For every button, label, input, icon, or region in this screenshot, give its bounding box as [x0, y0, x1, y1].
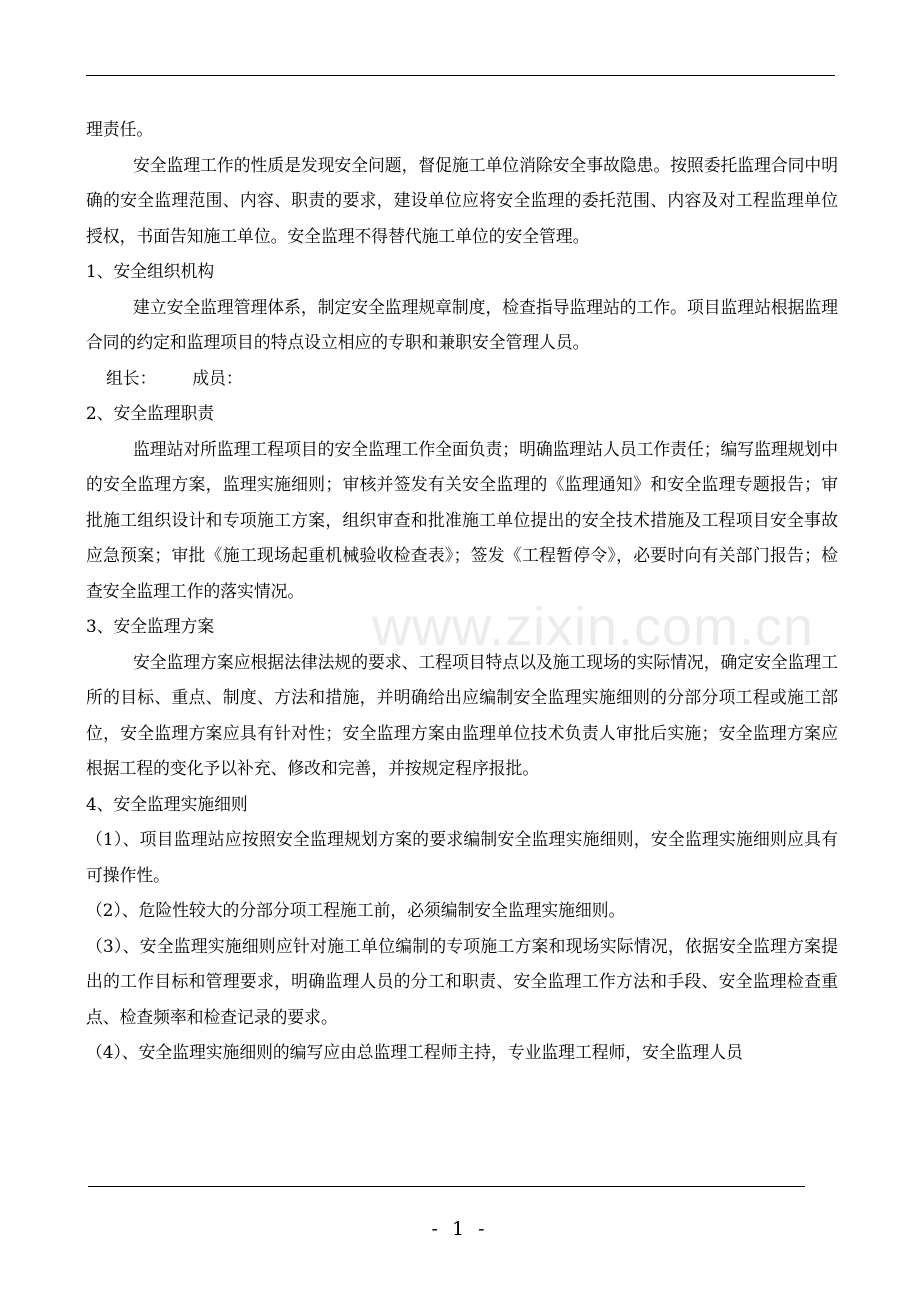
section-heading-4: 4、安全监理实施细则 — [86, 793, 248, 814]
list-item-4: （4）、安全监理实施细则的编写应由总监理工程师主持，专业监理工程师，安全监理人员 — [86, 1042, 743, 1062]
section-heading-3: 3、安全监理方案 — [86, 616, 215, 636]
list-item-2: （2）、危险性较大的分部分项工程施工前，必须编制安全监理实施细则。 — [86, 900, 626, 920]
footer-rule — [88, 1186, 805, 1187]
watermark: www.zixin.com.cn — [372, 597, 815, 657]
paragraph-continuation: 理责任。 — [86, 119, 154, 139]
paragraph-nature: 安全监理工作的性质是发现安全问题，督促施工单位消除安全事故隐患。按照委托监理合同中明确的安全监理范围、内容、职责的要求，建设单位应将安全监理的委托范围、内容及对工程监理单位授权，书面告知施工单位。安全监理不得替代施工单位的安全管理。 — [86, 154, 838, 246]
list-item-3: （3）、安全监理实施细则应针对施工单位编制的专项施工方案和现场实际情况，依据安全监理方案提出的工作目标和管理要求，明确监理人员的分工和职责、安全监理工作方法和手段、安全监理检查重点、检查频率和检查记录的要求。 — [86, 935, 838, 1027]
group-members-line — [86, 361, 838, 397]
paragraph-organization: 建立安全监理管理体系，制定安全监理规章制度，检查指导监理站的工作。项目监理站根据监理合同的约定和监理项目的特点设立相应的专职和兼职安全管理人员。 — [86, 296, 838, 352]
leader-label: 组长： — [106, 367, 157, 388]
paragraph-plan: 安全监理方案应根据法律法规的要求、工程项目特点以及施工现场的实际情况，确定安全监理工所的目标、重点、制度、方法和措施，并明确给出应编制安全监理实施细则的分部分项工程或施工部位，安全监理方案应具有针对性；安全监理方案由监理单位技术负责人审批后实施；安全监理方案应根据工程的变化予以补充、修改和完善，并按规定程序报批。 — [86, 651, 838, 778]
page-number: - 1 - — [431, 1218, 489, 1240]
member-label: 成员： — [192, 367, 243, 388]
paragraph-duties: 监理站对所监理工程项目的安全监理工作全面负责；明确监理站人员工作责任；编写监理规划中的安全监理方案，监理实施细则；审核并签发有关安全监理的《监理通知》和安全监理专题报告；审批施工组织设计和专项施工方案，组织审查和批准施工单位提出的安全技术措施及工程项目安全事故应急预案；审批《施工现场起重机械验收检查表》；签发《工程暂停令》，必要时向有关部门报告；检查安全监理工作的落实情况。 — [86, 438, 838, 601]
header-rule — [86, 75, 835, 76]
document-body — [86, 112, 838, 1071]
list-item-1: （1）、项目监理站应按照安全监理规划方案的要求编制安全监理实施细则，安全监理实施细则应具有可操作性。 — [86, 829, 838, 885]
section-heading-1: 1、安全组织机构 — [86, 261, 215, 281]
section-heading-2: 2、安全监理职责 — [86, 403, 215, 423]
